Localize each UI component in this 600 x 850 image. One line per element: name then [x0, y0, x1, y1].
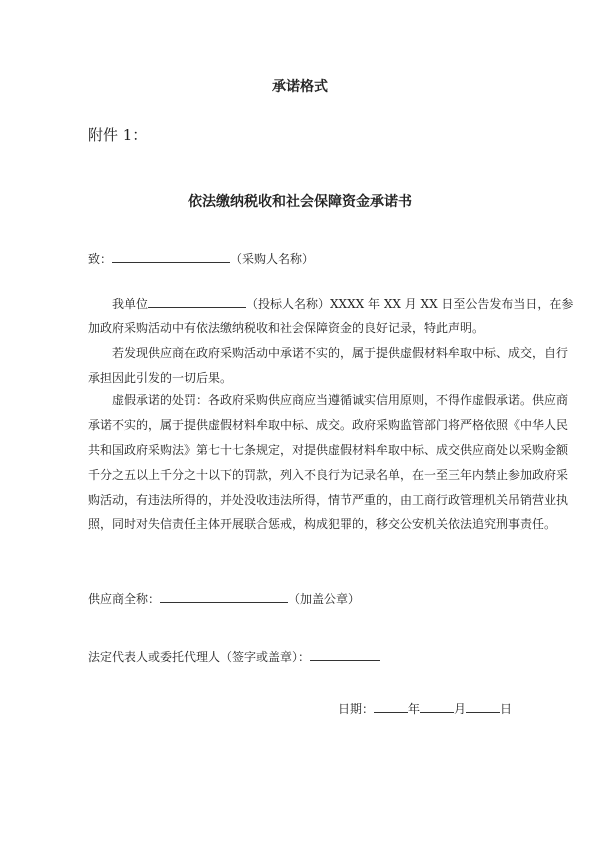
- legal-rep-label: 法定代表人或委托代理人（签字或盖章）：: [88, 650, 311, 664]
- para1-line2: 加政府采购活动中有依法缴纳税收和社会保障资金的良好记录，特此声明。: [88, 321, 485, 335]
- to-suffix: （采购人名称）: [230, 252, 315, 266]
- month-field[interactable]: [420, 701, 454, 713]
- day-field[interactable]: [466, 701, 500, 713]
- month-label: 月: [454, 702, 467, 716]
- para3-line: 千分之五以上千分之十以下的罚款，列入不良行为记录名单，在一至三年内禁止参加政府采: [88, 468, 569, 482]
- day-label: 日: [500, 702, 513, 716]
- signature-field[interactable]: [310, 649, 380, 661]
- attachment-label: 附件 1：: [88, 126, 148, 144]
- para3-line: 虚假承诺的处罚：各政府采购供应商应当遵循诚实信用原则，不得作虚假承诺。供应商: [112, 393, 569, 407]
- supplier-name-field[interactable]: [160, 591, 288, 603]
- supplier-suffix: （加盖公章）: [288, 592, 361, 606]
- legal-rep-line: [88, 649, 380, 664]
- para1-line1: [112, 296, 573, 311]
- document-title: 依法缴纳税收和社会保障资金承诺书: [188, 194, 412, 210]
- para3-line: 共和国政府采购法》第七十七条规定，对提供虚假材料牟取中标、成交供应商处以采购金额: [88, 443, 569, 457]
- year-label: 年: [408, 702, 421, 716]
- supplier-label: 供应商全称：: [88, 592, 161, 606]
- date-line: [338, 701, 512, 716]
- heading: 承诺格式: [272, 79, 328, 95]
- para2-line: 若发现供应商在政府采购活动中承诺不实的，属于提供虚假材料牟取中标、成交，自行: [112, 346, 569, 360]
- para3-line: 照，同时对失信责任主体开展联合惩戒，构成犯罪的，移交公安机关依法追究刑事责任。: [88, 517, 557, 531]
- para2-line: 承担因此引发的一切后果。: [88, 371, 233, 385]
- para1-prefix: 我单位: [112, 297, 149, 311]
- para1-suffix: （投标人名称）XXXX 年 XX 月 XX 日至公告发布当日，在参: [246, 297, 574, 311]
- supplier-line: [88, 591, 360, 606]
- date-label: 日期：: [338, 702, 375, 716]
- para3-line: 购活动，有违法所得的，并处没收违法所得，情节严重的，由工商行政管理机关吊销营业执: [88, 493, 569, 507]
- para3-line: 承诺不实的，属于提供虚假材料牟取中标、成交。政府采购监管部门将严格依照《中华人民: [88, 418, 569, 432]
- bidder-name-field[interactable]: [148, 296, 246, 308]
- addressee-line: [88, 251, 314, 266]
- year-field[interactable]: [374, 701, 408, 713]
- purchaser-name-field[interactable]: [112, 251, 230, 263]
- to-prefix: 致：: [88, 252, 113, 266]
